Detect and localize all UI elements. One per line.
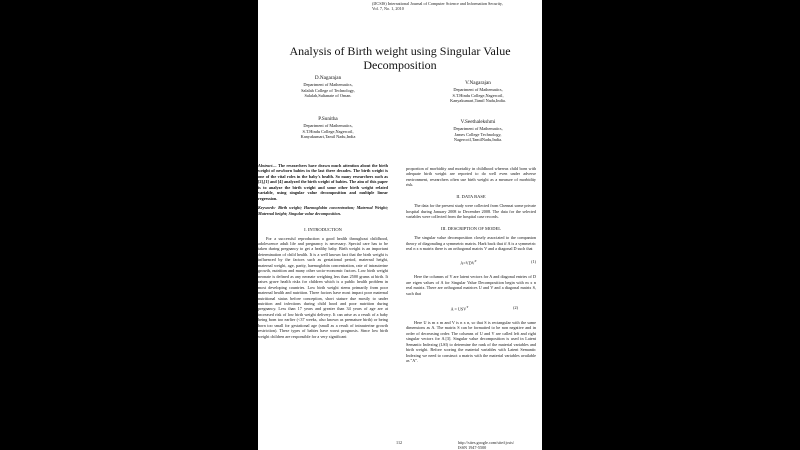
journal-header	[372, 1, 503, 11]
database-text: The data for the present study were collected from Chennai some private hospital during January 2008 to December 2008. The data for the selected variables were collected from the hospital case records.	[406, 203, 536, 220]
equation-2-superscript: T	[466, 305, 469, 310]
author-affiliation: Department of Mathematics,	[303, 123, 353, 128]
author-affiliation: Nagercoil,TamilNadu,India.	[453, 137, 503, 143]
equation-2-number: (2)	[513, 305, 518, 311]
section-heading-database: II. DATA BASE	[456, 193, 486, 199]
author-block-1	[278, 75, 378, 99]
abstract-label: Abstract—	[258, 163, 277, 168]
model-paragraph-2: Here the columns of V are latent vectors for A and diagonal entries of D are eigen values of A for Singular Value Decomposition begin with m x n real matrix. There are orthogonal matrices U and V and a diagonal matrix S, such that	[406, 274, 536, 296]
abstract	[258, 163, 388, 201]
keywords	[258, 205, 388, 216]
section-heading-introduction: I. INTRODUCTION	[304, 227, 342, 233]
equation-1-number: (1)	[531, 259, 536, 265]
equation-1-superscript: T	[474, 259, 477, 264]
author-name: P.Sunitha	[318, 116, 338, 122]
journal-volume: Vol. 7, No. 1, 2010	[372, 6, 404, 11]
author-block-2	[428, 80, 528, 104]
journal-name: (IJCSIS) International Journal of Computer Science and Information Security,	[372, 1, 503, 6]
author-affiliation: Salalah College of Technology,	[301, 87, 355, 93]
footer-url: http://sites.google.com/site/ijcsis/	[458, 440, 515, 445]
author-affiliation: Kanyakumari,Tamil Nadu,India.	[450, 98, 506, 104]
left-column	[258, 163, 388, 339]
page-number: 112	[396, 440, 403, 445]
author-affiliation: S.T.Hindu College,Nagercoil,	[302, 128, 354, 134]
author-block-4	[428, 119, 528, 143]
author-affiliation: James College Technology,	[454, 131, 502, 137]
equation-2-body: A = USV	[450, 306, 467, 312]
author-affiliation: Department of Mathematics,	[453, 87, 503, 92]
footer-right	[458, 440, 514, 450]
introduction-text: For a successful reproduction a good health throughout childhood, adolescence adult life and pregnancy is necessary. Special care has to be taken during pregnancy to get a healthy baby. Birth weight is an important determination of child health. It is a well known fact that the birth weight is influenced by the factors such as gestational period, maternal height, maternal weight, age, parity, haemoglobin concentration, rate of intrauterine growth, nutrition and many other socio-economic factors. Low birth weight neonate is defined as any neonate weighing less than 2500 grams at birth. It raises grave health risks for children which is a public health problem in most developing countries. Low birth weight stems primarily from poor maternal health and nutrition. Three factors have most impact poor maternal nutritional status before conception, short stature due mostly to under nutrition and infections during child hood and poor nutrition during pregnancy. Less than 17 years and greater than 34 years of age are at increased risk of low birth weight delivery. It can arise as a result of a baby being born too earlier (<37 weeks, also known as premature birth) or being born too small for gestational age (small as a result of intrauterine growth restriction). These types of babies have worst prognosis. Since low birth weight children are responsible for a very significant	[258, 235, 388, 339]
author-affiliation: Kanyakumari,Tamil Nadu,India	[300, 134, 356, 140]
introduction-continued: proportion of morbidity and mortality in childhood whereas child born with adequate birth weight are reported to do well even under adverse environment, researchers often use birth weight as a measure of morbidity risk.	[406, 166, 536, 188]
keywords-text: Birth weight; Haemoglobin concentration; Maternal Weight; Maternal height; Singular value decomposition.	[258, 205, 388, 216]
author-affiliation: Salalah,Sultanate of Oman.	[304, 93, 352, 99]
abstract-text: The researchers have drawn much attention about the birth weight of newborn babies in the last three decades. The birth weight is one of the vital roles in the baby's health. So many researchers such as [2],[1] and [4] analyzed the birth weight of babies. The aim of this paper is to analyze the birth weight and some other birth weight related variable, using singular value decomposition and multiple linear regression.	[258, 163, 388, 201]
equation-1	[406, 259, 536, 266]
title-line-1: Analysis of Birth weight using Singular Value	[289, 44, 511, 58]
equation-2	[406, 305, 536, 312]
paper-title	[258, 44, 542, 72]
keywords-label: Keywords-	[258, 205, 277, 211]
model-paragraph-3: Here U is m x m and V is n x n, so that S is rectangular with the same dimensions as A. The matrix S can be formatted to be non negative and in order of decreasing order. The columns of U and V are called left and right singular vectors for A.[3]. Singular value decomposition is used in Latent Semantic Indexing (LSI) to determine the rank of the material variables and birth weight. Before scoring the material variables with Latent Semantic Indexing we need to construct a matrix with the material variables available as "A".	[406, 319, 536, 364]
author-affiliation: S.T.Hindu College,Nagercoil,	[452, 92, 504, 98]
author-block-3	[278, 116, 378, 140]
section-heading-model: III. DESCRIPTION OF MODEL	[441, 225, 501, 231]
footer-issn: ISSN 1947-5500	[458, 445, 487, 450]
model-paragraph-1: The singular value decomposition closely associated to the companion theory of diagonaling a symmetric matrix. Hark back that if A is a symmetric real n x n matrix there is an orthogonal matrix V and a diagonal D such that	[406, 235, 536, 251]
author-name: V.Seethalekshmi	[460, 119, 496, 125]
author-affiliation: Department of Mathematics,	[303, 82, 353, 87]
author-name: D.Nagarajan	[314, 75, 342, 81]
title-line-2: Decomposition	[363, 58, 437, 72]
right-column	[406, 166, 536, 364]
paper-page	[258, 0, 542, 450]
author-affiliation: Department of Mathematics,	[453, 126, 503, 131]
author-name: V.Nagarajan	[465, 80, 491, 86]
equation-1-body: A=VDV	[460, 260, 475, 266]
